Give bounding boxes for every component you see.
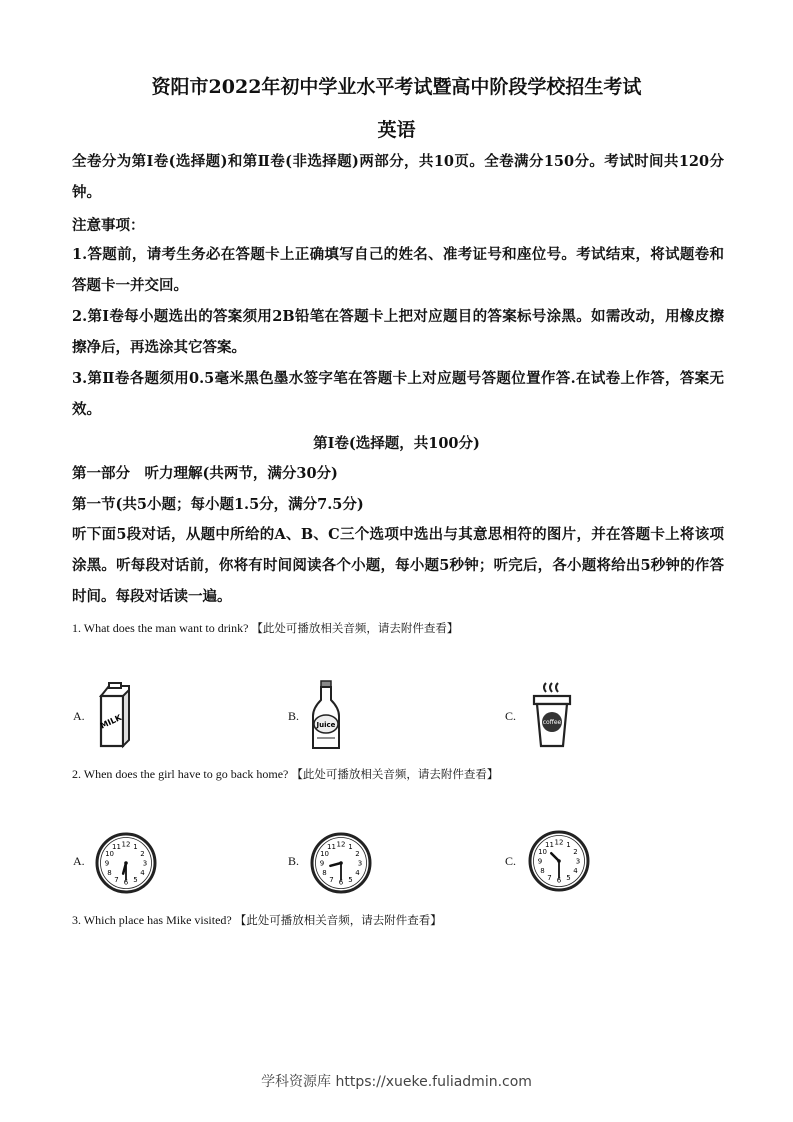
question-2-text: 2. When does the girl have to go back home?: [72, 767, 289, 781]
audio-note-3: 【此处可播放相关音频，请去附件查看】: [234, 913, 442, 927]
listening-instructions: 听下面5段对话，从题中所给的A、B、C三个选项中选出与其意思相符的图片，并在答题卡上将该项涂黑。听每段对话前，你将有时间阅读各个小题，每小题5秒钟；听完后，各小题将给出5秒钟的作答时间。每段对话读一遍。: [72, 526, 724, 605]
subject-title: 英语: [377, 119, 416, 141]
clock-number: 4: [573, 867, 578, 875]
clock-number: 7: [114, 875, 119, 884]
clock-number: 1: [566, 841, 571, 850]
clock-number: 7: [547, 873, 552, 882]
clock-number: 2: [573, 848, 578, 856]
notice-2: 2.第Ⅰ卷每小题选出的答案须用2B铅笔在答题卡上把对应题目的答案标号涂黑。如需改动，用橡皮擦擦净后，再选涂其它答案。: [72, 308, 724, 356]
intro-text: 全卷分为第Ⅰ卷(选择题)和第Ⅱ卷(非选择题)两部分，共10页。全卷满分150分。考试时间共120分钟。: [72, 153, 724, 201]
clock-number: 9: [104, 859, 110, 868]
clock-number: 1: [133, 843, 138, 852]
audio-note-2: 【此处可播放相关音频，请去附件查看】: [291, 767, 499, 781]
clock-number: 10: [320, 850, 330, 858]
subsection-title: 第一节(共5小题；每小题1.5分，满分7.5分): [72, 496, 364, 513]
clock-number: 8: [107, 869, 112, 877]
footer-watermark: 学科资源库 https://xueke.fuliadmin.com: [261, 1074, 532, 1090]
clock-number: 6: [338, 878, 344, 887]
clock-number: 1: [348, 843, 353, 852]
question-1-text: 1. What does the man want to drink?: [72, 621, 249, 635]
clock-number: 3: [142, 859, 148, 868]
juice-label: Juice: [316, 721, 336, 729]
clock-number: 7: [329, 875, 334, 884]
clock-number: 12: [121, 840, 131, 849]
clock-number: 4: [355, 869, 360, 877]
clock-number: 4: [140, 869, 145, 877]
clock-number: 2: [355, 850, 360, 858]
question-1: [72, 620, 458, 636]
audio-note-1: 【此处可播放相关音频，请去附件查看】: [251, 621, 459, 635]
q2-option-c-label: C.: [505, 854, 517, 868]
notice-heading: 注意事项：: [72, 217, 145, 234]
q1-option-a-label: A.: [73, 709, 85, 723]
clock-number: 9: [537, 857, 543, 866]
notice-1: 1.答题前，请考生务必在答题卡上正确填写自己的姓名、准考证号和座位号。考试结束，将试题卷和答题卡一并交回。: [72, 246, 724, 294]
juice-bottle-icon: [309, 680, 343, 752]
clock-number: 8: [322, 869, 327, 877]
milk-carton-icon: [95, 682, 137, 750]
coffee-label: coffee: [542, 719, 562, 726]
clock-number: 2: [140, 850, 145, 858]
milk-label: MILK: [98, 712, 123, 731]
clock-number: 11: [545, 841, 554, 850]
question-3-text: 3. Which place has Mike visited?: [72, 913, 232, 927]
clock-number: 6: [556, 876, 562, 885]
volume-title: 第Ⅰ卷(选择题，共100分): [313, 435, 480, 452]
notice-3: 3.第Ⅱ卷各题须用0.5毫米黑色墨水签字笔在答题卡上对应题号答题位置作答.在试卷上作答，答案无效。: [72, 370, 724, 418]
question-2: [72, 766, 498, 782]
clock-number: 8: [540, 867, 545, 875]
clock-number: 5: [348, 875, 353, 884]
clock-icon: [528, 830, 590, 892]
clock-icon: [95, 832, 157, 894]
clock-number: 9: [319, 859, 325, 868]
question-3: [72, 912, 442, 928]
clock-number: 6: [123, 878, 129, 887]
exam-title: 资阳市2022年初中学业水平考试暨高中阶段学校招生考试: [151, 76, 642, 98]
clock-number: 12: [336, 840, 346, 849]
clock-number: 11: [327, 843, 336, 852]
clock-number: 3: [575, 857, 581, 866]
q2-option-b-label: B.: [288, 854, 300, 868]
clock-number: 5: [133, 875, 138, 884]
clock-icon: [310, 832, 372, 894]
q1-option-c-label: C.: [505, 709, 517, 723]
q1-option-b-label: B.: [288, 709, 300, 723]
clock-number: 12: [554, 838, 564, 847]
clock-number: 3: [357, 859, 363, 868]
clock-number: 11: [112, 843, 121, 852]
clock-number: 10: [538, 848, 548, 856]
clock-number: 5: [566, 873, 571, 882]
q2-option-a-label: A.: [73, 854, 85, 868]
part-title: 第一部分 听力理解(共两节，满分30分): [72, 465, 338, 482]
coffee-cup-icon: [528, 682, 576, 750]
clock-number: 10: [105, 850, 115, 858]
